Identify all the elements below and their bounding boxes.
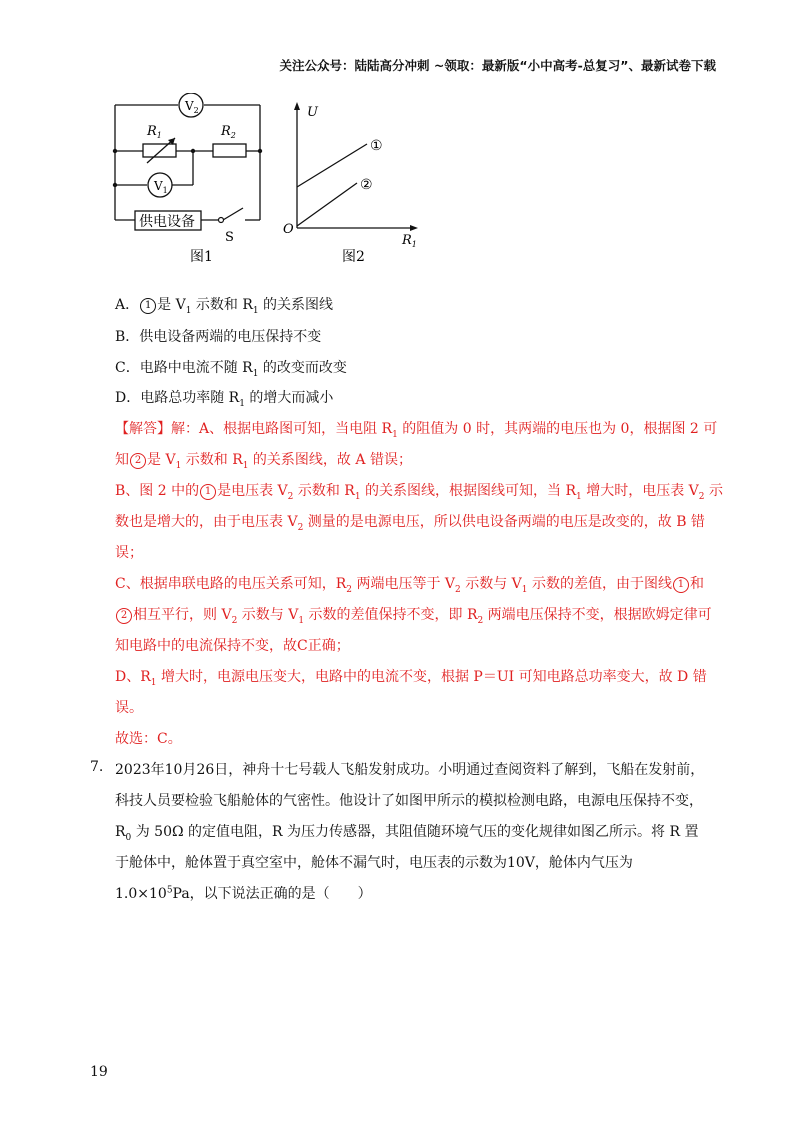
answer-line-7: 2 相互平行，则 $V_2$ 示数与 $V_1$ 示数的差值保持不变，即 $R_2$ 两端电压保持不变，根据欧姆定律可: [115, 604, 712, 626]
fig2-caption: 图2: [342, 249, 365, 265]
page-header: 关注公众号：陆陆高分冲刺 ~领取：最新版“小中高考-总复习”、最新试卷下载: [279, 58, 716, 73]
option-b: B．供电设备两端的电压保持不变: [115, 329, 322, 345]
option-c: C．电路中电流不随 $R_1$ 的改变而改变: [115, 360, 347, 379]
answer-line-9: D、$R_1$ 增大时，电源电压变大，电路中的电流不变，根据 P＝UI 可知电路总功率变大，故 D 错: [115, 669, 707, 688]
line1-label: ①: [370, 138, 383, 154]
answer-line-6: C、根据串联电路的电压关系可知，$R_2$ 两端电压等于 $V_2$ 示数与 $V_1$ 示数的差值，由于图线 1 和: [115, 576, 704, 595]
answer-line-1: 【解答】解：A、根据电路图可知，当电阻 $R_1$ 的阻值为 0 时，其两端的电压也为 0，根据图 2 可: [115, 421, 718, 440]
option-a: A． 1 是 $V_1$ 示数和 $R_1$ 的关系图线: [115, 297, 334, 316]
x-axis-label: $R_1$: [402, 233, 417, 249]
question-7-line-3: $R_0$ 为 50Ω 的定值电阻，R 为压力传感器，其阻值随环境气压的变化规律如图乙所示。将 R 置: [115, 824, 699, 843]
page-number: 19: [90, 1064, 108, 1080]
graph: [297, 107, 413, 228]
switch-label: S: [225, 230, 234, 245]
line2-label: ②: [360, 177, 373, 193]
answer-line-4: 数也是增大的，由于电压表 $V_2$ 测量的是电源电压，所以供电设备两端的电压是改变的，故 B 错: [115, 514, 705, 533]
question-7-number: 7.: [90, 759, 104, 775]
answer-line-3: B、图 2 中的 1 是电压表 $V_2$ 示数和 $R_1$ 的关系图线，根据图线可知，当 $R_1$ 增大时，电压表 $V_2$ 示: [115, 483, 723, 502]
circuit-diagram: [115, 105, 260, 230]
question-7-line-1: 2023年10月26日，神舟十七号载人飞船发射成功。小明通过查阅资料了解到，飞船在发射前，: [115, 762, 705, 778]
answer-line-10: 误。: [115, 700, 143, 716]
fig1-caption: 图1: [190, 249, 213, 265]
origin-label: O: [283, 222, 294, 237]
v2-label: $V_2$: [185, 99, 199, 115]
answer-line-11: 故选：C。: [115, 731, 182, 747]
y-axis-label: U: [307, 105, 318, 120]
option-d: D．电路总功率随 $R_1$ 的增大而减小: [115, 390, 334, 409]
answer-line-8: 知电路中的电流保持不变，故C正确；: [115, 638, 350, 654]
v1-label: $V_1$: [154, 179, 168, 195]
figures-area: [105, 93, 445, 268]
r1-label: $R_1$: [147, 124, 162, 140]
question-7-line-2: 科技人员要检验飞船舱体的气密性。他设计了如图甲所示的模拟检测电路，电源电压保持不变，: [115, 793, 703, 809]
r2-label: $R_2$: [221, 124, 236, 140]
answer-line-2: 知 2 是 $V_1$ 示数和 $R_1$ 的关系图线，故 A 错误；: [115, 452, 412, 471]
question-7-line-4: 于舱体中，舱体置于真空室中，舱体不漏气时，电压表的示数为10V，舱体内气压为: [115, 855, 633, 871]
circuit-and-graph: [105, 93, 445, 268]
device-label: 供电设备: [139, 214, 195, 230]
answer-line-5: 误；: [115, 545, 143, 561]
question-7-line-5: $1.0\times 10^5Pa$，以下说法正确的是（ ）: [115, 885, 372, 902]
